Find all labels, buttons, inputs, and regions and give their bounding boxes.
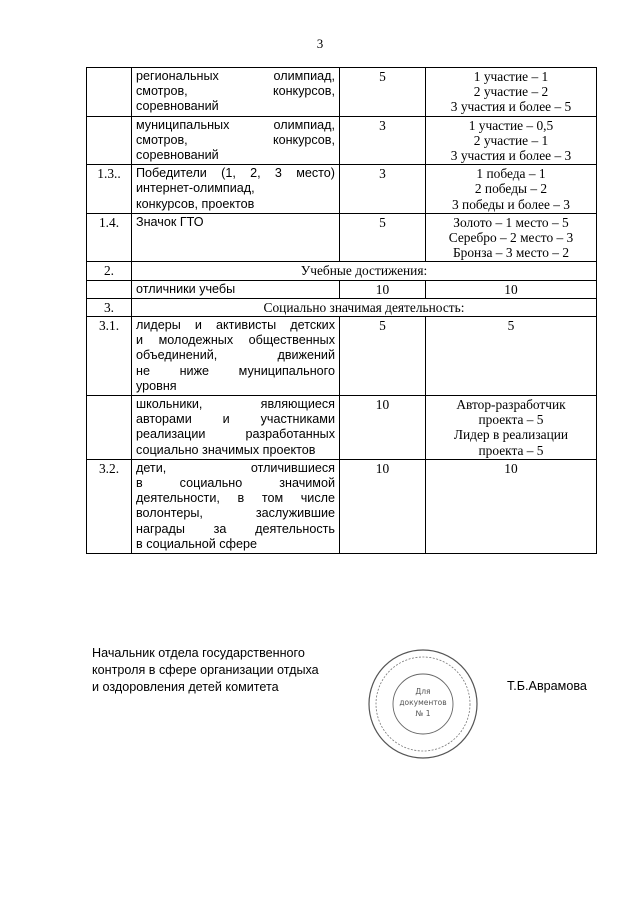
official-stamp bbox=[367, 648, 479, 760]
description-line: уровня bbox=[136, 378, 177, 393]
item-number bbox=[87, 396, 132, 460]
description-line: региональных олимпиад, bbox=[136, 69, 335, 83]
scoring-line: Лидер в реализации bbox=[453, 427, 569, 443]
scoring-line: 1 участие – 0,5 bbox=[468, 117, 554, 133]
table-row bbox=[87, 298, 597, 316]
item-number: 3.2. bbox=[87, 459, 132, 553]
scoring-rule bbox=[426, 213, 597, 262]
scoring-rule bbox=[426, 396, 597, 460]
description-line: в социальной сфере bbox=[136, 536, 257, 551]
table-row bbox=[87, 396, 597, 460]
description-line: муниципальных олимпиад, bbox=[136, 117, 335, 132]
table-row bbox=[87, 280, 597, 298]
signer-position-line-2: контроля в сфере организации отдыха bbox=[92, 663, 319, 677]
table-row bbox=[87, 68, 597, 117]
item-description bbox=[132, 317, 340, 396]
criteria-table bbox=[86, 67, 597, 554]
table-row bbox=[87, 459, 597, 553]
item-number: 1.3.. bbox=[87, 165, 132, 214]
table-row bbox=[87, 262, 597, 280]
scoring-line: 2 участие – 2 bbox=[473, 84, 549, 100]
description-line: конкурсов, проектов bbox=[136, 196, 255, 211]
scoring-line: Золото – 1 место – 5 bbox=[453, 214, 569, 230]
description-line: дети, отличившиеся bbox=[136, 460, 335, 475]
item-description bbox=[132, 116, 340, 165]
item-description bbox=[132, 396, 340, 460]
scoring-line: 2 участие – 1 bbox=[473, 132, 549, 148]
item-description bbox=[132, 213, 340, 262]
table-row bbox=[87, 165, 597, 214]
table-row bbox=[87, 213, 597, 262]
description-line: школьники, являющиеся bbox=[136, 397, 335, 412]
max-points: 5 bbox=[340, 317, 426, 396]
description-line: в социально значимой bbox=[136, 476, 335, 491]
section-number: 3. bbox=[87, 298, 132, 316]
description-line: и молодежных общественных bbox=[136, 333, 335, 348]
signer-position-line-3: и оздоровления детей комитета bbox=[92, 680, 279, 694]
scoring-line: проекта – 5 bbox=[478, 412, 544, 428]
description-line: соревнований bbox=[136, 99, 219, 114]
description-line: соревнований bbox=[136, 148, 219, 163]
max-points: 5 bbox=[340, 68, 426, 117]
item-number: 1.4. bbox=[87, 213, 132, 262]
max-points: 5 bbox=[340, 213, 426, 262]
scoring-rule bbox=[426, 317, 597, 396]
stamp-text-2: документов bbox=[399, 698, 447, 707]
description-line: деятельности, в том числе bbox=[136, 491, 335, 506]
description-line: Победители (1, 2, 3 место) bbox=[136, 166, 335, 181]
item-description bbox=[132, 68, 340, 117]
signer-position-line-1: Начальник отдела государственного bbox=[92, 646, 305, 660]
scoring-line: 10 bbox=[504, 460, 518, 476]
scoring-line: Бронза – 3 место – 2 bbox=[452, 245, 570, 261]
description-line: реализации разработанных bbox=[136, 427, 335, 442]
item-description bbox=[132, 165, 340, 214]
scoring-line: 5 bbox=[507, 318, 515, 334]
signature-block bbox=[92, 645, 319, 696]
scoring-line: проекта – 5 bbox=[478, 442, 544, 458]
stamp-text-3: № 1 bbox=[415, 709, 431, 718]
scoring-line: 1 участие – 1 bbox=[473, 69, 549, 84]
item-number bbox=[87, 280, 132, 298]
description-line: социально значимых проектов bbox=[136, 442, 316, 457]
description-line: интернет-олимпиад, bbox=[136, 181, 255, 196]
description-line: авторами и участниками bbox=[136, 412, 335, 427]
scoring-rule bbox=[426, 68, 597, 117]
scoring-rule bbox=[426, 280, 597, 298]
description-line: объединений, движений bbox=[136, 348, 335, 363]
scoring-line: 1 победа – 1 bbox=[476, 166, 546, 182]
item-number bbox=[87, 68, 132, 117]
scoring-line: 3 участия и более – 5 bbox=[450, 99, 572, 115]
description-line: Значок ГТО bbox=[136, 214, 204, 229]
scoring-line: 3 победы и более – 3 bbox=[452, 196, 570, 212]
scoring-line: Автор-разработчик bbox=[456, 397, 566, 413]
section-title: Учебные достижения: bbox=[132, 262, 597, 280]
section-number: 2. bbox=[87, 262, 132, 280]
signer-name: Т.Б.Аврамова bbox=[507, 679, 587, 693]
scoring-line: 2 победы – 2 bbox=[474, 181, 548, 197]
description-line: отличники учебы bbox=[136, 281, 236, 296]
description-line: волонтеры, заслужившие bbox=[136, 506, 335, 521]
description-line: лидеры и активисты детских bbox=[136, 318, 335, 333]
item-description bbox=[132, 280, 340, 298]
max-points: 10 bbox=[340, 396, 426, 460]
scoring-rule bbox=[426, 459, 597, 553]
item-description bbox=[132, 459, 340, 553]
scoring-line: 3 участия и более – 3 bbox=[450, 148, 572, 164]
scoring-line: Серебро – 2 место – 3 bbox=[448, 230, 574, 246]
table-row bbox=[87, 116, 597, 165]
description-line: награды за деятельность bbox=[136, 521, 335, 536]
item-number: 3.1. bbox=[87, 317, 132, 396]
description-line: смотров, конкурсов, bbox=[136, 132, 335, 147]
stamp-text-1: Для bbox=[415, 687, 431, 696]
max-points: 3 bbox=[340, 165, 426, 214]
item-number bbox=[87, 116, 132, 165]
scoring-rule bbox=[426, 116, 597, 165]
scoring-rule bbox=[426, 165, 597, 214]
max-points: 3 bbox=[340, 116, 426, 165]
section-title: Социально значимая деятельность: bbox=[132, 298, 597, 316]
page-number: 3 bbox=[316, 36, 324, 51]
max-points: 10 bbox=[340, 459, 426, 553]
table-row bbox=[87, 317, 597, 396]
max-points: 10 bbox=[340, 280, 426, 298]
scoring-line: 10 bbox=[504, 281, 518, 297]
description-line: смотров, конкурсов, bbox=[136, 84, 335, 99]
description-line: не ниже муниципального bbox=[136, 363, 335, 378]
